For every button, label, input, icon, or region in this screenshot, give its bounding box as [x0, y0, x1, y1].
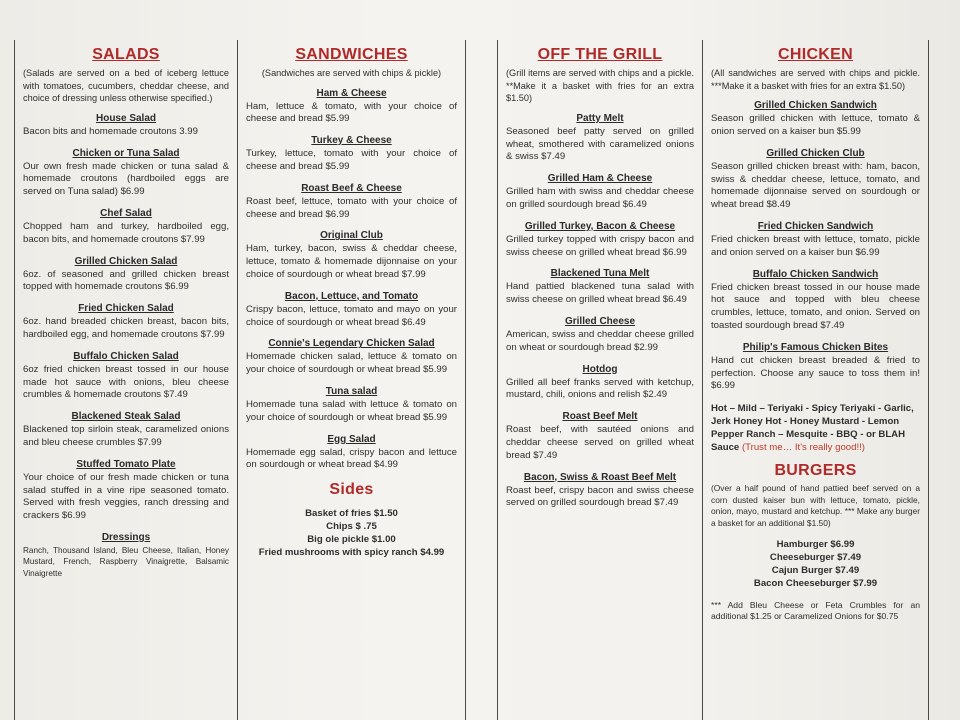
grill-item-description: American, swiss and cheddar cheese grilled on wheat or sourdough bread $2.99	[506, 328, 694, 353]
chicken-item	[711, 221, 920, 260]
sandwich-item	[246, 135, 457, 174]
grill-item	[506, 268, 694, 307]
salad-item-description: 6oz. hand breaded chicken breast, bacon bits, hardboiled egg, and homemade croutons $7.99	[23, 316, 229, 340]
grill-column	[497, 40, 703, 720]
burgers-title: BURGERS	[774, 462, 857, 480]
chicken-item-name: Grilled Chicken Sandwich	[754, 100, 877, 112]
salad-item	[23, 113, 229, 139]
chicken-title: CHICKEN	[778, 46, 853, 63]
grill-item-description: Grilled turkey topped with crispy bacon and swiss cheese on grilled wheat bread $6.99	[506, 233, 694, 258]
dressings-title: Dressings	[101, 531, 151, 543]
grill-item	[506, 411, 694, 462]
grill-item-description: Grilled all beef franks served with ketchup, mustard, chili, onions and relish $2.49	[506, 376, 694, 401]
grill-item	[506, 173, 694, 212]
sandwich-item	[246, 88, 457, 127]
salad-item-description: Your choice of our fresh made chicken or tuna salad stuffed in a vine ripe seasoned tomato. Served with fresh veggies, ranch dressing and crackers $6.99	[23, 471, 229, 522]
chicken-note: (All sandwiches are served with chips and pickle. ***Make it a basket with fries for an extra $1.50)	[711, 68, 920, 91]
side-item: Big ole pickle $1.00	[307, 534, 396, 546]
sandwich-item-description: Homemade tuna salad with lettuce & tomato on your choice of sourdough or wheat bread $5.99	[246, 398, 457, 423]
trust-me-note: (Trust me… It's really good!!)	[741, 442, 865, 454]
burgers-note: (Over a half pound of hand pattied beef served on a corn dusted kaiser bun with lettuce, tomato, pickle, onion, mayo, mustard and ketchup. *** Make any burger a basket for an additional $1.50)	[711, 483, 920, 528]
sandwich-item	[246, 291, 457, 330]
sandwich-item-description: Roast beef, lettuce, tomato with your choice of cheese and bread $6.99	[246, 195, 457, 220]
grill-item-name: Roast Beef Melt	[562, 411, 638, 423]
side-item: Fried mushrooms with spicy ranch $4.99	[258, 547, 445, 559]
salad-item	[23, 148, 229, 199]
grill-item	[506, 113, 694, 164]
sandwiches-column	[238, 40, 466, 720]
salads-list	[23, 113, 229, 523]
grill-item-name: Blackened Tuna Melt	[550, 268, 650, 280]
sandwich-item-name: Ham & Cheese	[316, 87, 387, 99]
grill-item	[506, 316, 694, 355]
sauce-list: Hot – Mild – Teriyaki - Spicy Teriyaki - Garlic, Jerk Honey Hot - Honey Mustard - Lemon Pepper Ranch – Mesquite - BBQ - or BLAH Sauce	[711, 403, 914, 454]
sandwich-item	[246, 338, 457, 377]
salads-title: SALADS	[92, 46, 160, 63]
grill-item-description: Seasoned beef patty served on grilled wheat, smothered with caramelized onions & swiss $7.49	[506, 125, 694, 163]
salad-item-description: 6oz. of seasoned and grilled chicken breast topped with homemade croutons $6.99	[23, 268, 229, 293]
chicken-list	[711, 100, 920, 393]
salad-item	[23, 411, 229, 450]
sandwich-item-name: Roast Beef & Cheese	[301, 182, 402, 194]
grill-note: (Grill items are served with chips and a pickle. **Make it a basket with fries for an extra $1.50)	[506, 68, 694, 104]
salad-item	[23, 208, 229, 247]
sandwich-item-description: Homemade chicken salad, lettuce & tomato on your choice of sourdough or wheat bread $5.99	[246, 351, 457, 376]
sandwich-item	[246, 434, 457, 473]
grill-item	[506, 472, 694, 511]
sandwiches-title: SANDWICHES	[295, 46, 408, 63]
chicken-item	[711, 269, 920, 333]
chicken-item-description: Season grilled chicken with lettuce, tomato & onion served on a kaiser bun $5.99	[711, 113, 920, 137]
side-item: Chips $ .75	[326, 521, 377, 533]
salad-item-description: 6oz fried chicken breast tossed in our house made hot sauce with onions, bleu cheese crumbles & homemade croutons $7.49	[23, 363, 229, 401]
chicken-item-description: Fried chicken breast tossed in our house made hot sauce and topped with bleu cheese crumbles, lettuce, tomato, and onion. Served on toasted sourdough bread $7.49	[711, 281, 920, 331]
salad-item-name: Fried Chicken Salad	[78, 303, 174, 315]
salad-item-name: Chef Salad	[100, 207, 152, 219]
sandwiches-note: (Sandwiches are served with chips & pickle)	[261, 68, 442, 78]
sandwich-item-description: Crispy bacon, lettuce, tomato and mayo on your choice of sourdough or wheat bread $6.49	[246, 303, 457, 328]
burger-addon-note: *** Add Bleu Cheese or Feta Crumbles for an additional $1.25 or Caramelized Onions for $0.75	[711, 599, 920, 622]
burgers-list	[711, 538, 920, 590]
chicken-item-description: Season grilled chicken breast with: ham, bacon, swiss & cheddar cheese, lettuce, tomato, and homemade dijonnaise served on sourdough or wheat bread $8.49	[711, 160, 920, 211]
dressings-list: Ranch, Thousand Island, Bleu Cheese, Italian, Honey Mustard, French, Raspberry Vinaigrette, Balsamic Vinaigrette	[23, 545, 229, 578]
sandwich-item-name: Turkey & Cheese	[311, 135, 392, 147]
sandwich-item-name: Tuna salad	[325, 385, 378, 397]
grill-item-name: Grilled Ham & Cheese	[547, 173, 653, 185]
chicken-item	[711, 100, 920, 139]
grill-item-description: Roast beef, crispy bacon and swiss cheese served on grilled sourdough bread $7.49	[506, 484, 694, 509]
chicken-item	[711, 342, 920, 393]
salad-item-description: Chopped ham and turkey, hardboiled egg, bacon bits, and homemade croutons $7.99	[23, 220, 229, 245]
salad-item-description: Bacon bits and homemade croutons 3.99	[23, 125, 198, 137]
chicken-item-name: Philip's Famous Chicken Bites	[742, 341, 889, 353]
salad-item-name: Grilled Chicken Salad	[74, 255, 178, 267]
chicken-item-name: Buffalo Chicken Sandwich	[752, 268, 879, 280]
salad-item	[23, 303, 229, 342]
sandwiches-list	[246, 88, 457, 473]
salad-item-name: House Salad	[95, 112, 157, 124]
burger-item: Hamburger $6.99	[776, 538, 855, 550]
grill-item-description: Hand pattied blackened tuna salad with swiss cheese on grilled wheat bread $6.49	[506, 281, 694, 306]
side-item: Basket of fries $1.50	[305, 508, 398, 520]
sandwich-item	[246, 230, 457, 281]
grill-item-description: Roast beef, with sautéed onions and cheddar cheese served on grilled wheat bread $7.49	[506, 424, 694, 461]
salad-item	[23, 351, 229, 402]
sandwich-item-name: Connie's Legendary Chicken Salad	[268, 338, 435, 350]
salad-item-name: Blackened Steak Salad	[71, 411, 181, 423]
grill-item	[506, 364, 694, 403]
salads-note: (Salads are served on a bed of iceberg lettuce with tomatoes, cucumbers, cheddar cheese, and choice of dressing unless otherwise specified.)	[23, 68, 229, 104]
grill-item-name: Hotdog	[582, 363, 618, 375]
sandwich-item	[246, 183, 457, 222]
sauce-options	[711, 402, 920, 454]
salad-item-name: Stuffed Tomato Plate	[76, 458, 176, 470]
chicken-column	[703, 40, 929, 720]
burger-item: Cheeseburger $7.49	[769, 551, 862, 563]
chicken-item-name: Fried Chicken Sandwich	[757, 220, 874, 232]
sandwich-item-description: Ham, turkey, bacon, swiss & cheddar cheese, lettuce, tomato & homemade dijonnaise on your choice of sourdough or wheat bread $7.99	[246, 243, 457, 280]
chicken-item-description: Fried chicken breast with lettuce, tomato, pickle and onion served on a kaiser bun $6.99	[711, 233, 920, 258]
grill-item-name: Bacon, Swiss & Roast Beef Melt	[523, 471, 677, 483]
salads-column	[14, 40, 238, 720]
salad-item	[23, 256, 229, 295]
sandwich-item-name: Original Club	[320, 230, 383, 242]
sandwich-item-description: Homemade egg salad, crispy bacon and lettuce on sourdough or wheat bread $4.99	[246, 446, 457, 471]
sides-list	[246, 507, 457, 559]
chicken-item	[711, 148, 920, 212]
salad-item	[23, 459, 229, 523]
salad-item-name: Chicken or Tuna Salad	[72, 147, 180, 159]
grill-item-name: Grilled Cheese	[564, 315, 636, 327]
grill-item-name: Patty Melt	[576, 112, 624, 124]
sandwich-item-description: Turkey, lettuce, tomato with your choice of cheese and bread $5.99	[246, 148, 457, 172]
burger-item: Bacon Cheeseburger $7.99	[753, 577, 878, 589]
salad-item-name: Buffalo Chicken Salad	[73, 350, 179, 362]
sandwich-item-description: Ham, lettuce & tomato, with your choice of cheese and bread $5.99	[246, 100, 457, 125]
grill-item-name: Grilled Turkey, Bacon & Cheese	[524, 220, 676, 232]
salad-item-description: Blackened top sirloin steak, caramelized onions and bleu cheese crumbles $7.99	[23, 424, 229, 448]
sandwich-item-name: Bacon, Lettuce, and Tomato	[284, 290, 419, 302]
sandwich-item-name: Egg Salad	[327, 433, 376, 445]
grill-list	[506, 113, 694, 510]
salad-item-description: Our own fresh made chicken or tuna salad & homemade croutons (hardboiled eggs are served on Tuna salad) $6.99	[23, 160, 229, 198]
sides-title: Sides	[329, 481, 374, 499]
sandwich-item	[246, 386, 457, 425]
chicken-item-name: Grilled Chicken Club	[766, 147, 865, 159]
grill-item	[506, 221, 694, 260]
grill-item-description: Grilled ham with swiss and cheddar cheese on grilled sourdough bread $6.49	[506, 186, 694, 210]
burger-item: Cajun Burger $7.49	[771, 564, 860, 576]
chicken-item-description: Hand cut chicken breast breaded & fried to perfection. Choose any sauce to toss them in! $6.99	[711, 354, 920, 392]
grill-title: OFF THE GRILL	[537, 46, 663, 63]
